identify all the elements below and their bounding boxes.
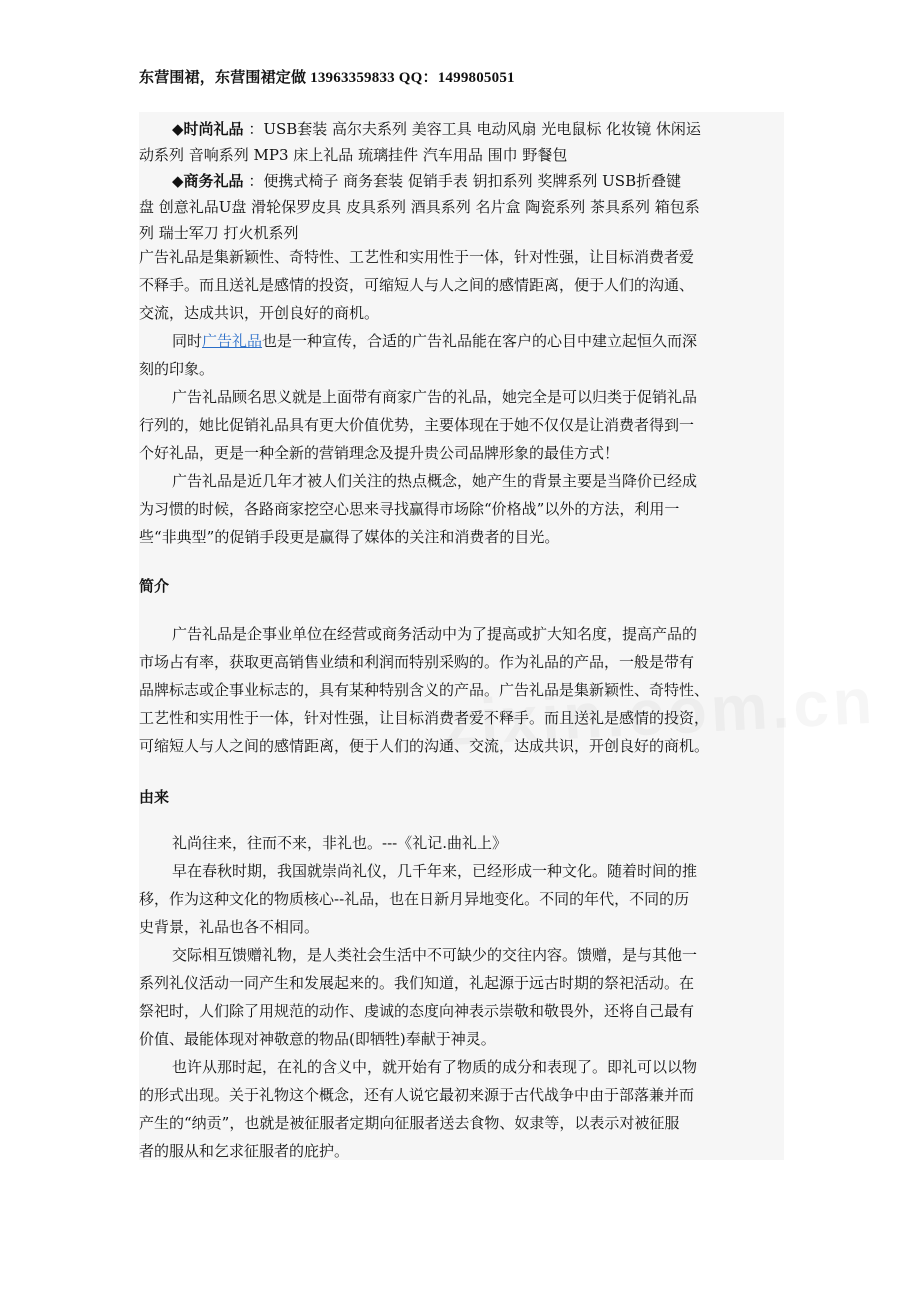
meaning-paragraph: 广告礼品顾名思义就是上面带有商家广告的礼品，她完全是可以归类于促销礼品 行列的，她比促销礼品具有更大价值优势，主要体现在于她不仅仅是让消费者得到一 个好礼品，更是一种全新的营销理念及提升贵公司品牌形象的最佳方式！ (139, 388, 698, 462)
document-body (139, 112, 784, 1160)
section-heading-intro: 简介 (139, 577, 170, 595)
promo-paragraph: 同时广告礼品也是一种宣传，合适的广告礼品能在客户的心目中建立起恒久而深 刻的印象。 (139, 332, 698, 378)
origin-paragraph-1: 早在春秋时期，我国就崇尚礼仪，几千年来，已经形成一种文化。随着时间的推 移，作为这种文化的物质核心--礼品，也在日新月异地变化。不同的年代，不同的历 史背景，礼品也各不相同。 (139, 862, 698, 936)
ad-gift-link[interactable]: 广告礼品 (202, 332, 263, 350)
business-gifts-line-1 (139, 168, 784, 194)
intro-paragraph: 广告礼品是集新颖性、奇特性、工艺性和实用性于一体，针对性强，让目标消费者爱 不释手。而且送礼是感情的投资，可缩短人与人之间的感情距离，便于人们的沟通、 交流，达成共识，开创良好的商机。 (139, 248, 695, 322)
trend-paragraph: 广告礼品是近几年才被人们关注的热点概念，她产生的背景主要是当降价已经成 为习惯的时候，各路商家挖空心思来寻找赢得市场除“价格战”以外的方法，利用一 些“非典型”的促销手段更是赢得了媒体的关注和消费者的目光。 (139, 472, 698, 546)
section-heading-origin: 由来 (139, 788, 170, 806)
section-intro-paragraph: 广告礼品是企事业单位在经营或商务活动中为了提高或扩大知名度，提高产品的 市场占有率，获取更高销售业绩和利润而特别采购的。作为礼品的产品，一般是带有 品牌标志或企事业标志的，具有某种特别含义的产品。广告礼品是集新颖性、奇特性、 工艺性和实用性于一体，针对性强，让目标消费者爱不释手。而且送礼是感情的投资， 可缩短人与人之间的感情距离，便于人们的沟通、交流，达成共识，开创良好的商机。 (139, 625, 710, 755)
business-gifts-items: ：便携式椅子 商务套装 促销手表 钥扣系列 奖牌系列 USB折叠键 (243, 172, 682, 190)
fashion-gifts-line-1 (139, 116, 784, 142)
fashion-gifts-items: ：USB套装 高尔夫系列 美容工具 电动风扇 光电鼠标 化妆镜 休闲运 (243, 120, 701, 138)
business-gifts-label: ◆商务礼品 (172, 172, 244, 190)
origin-paragraph-2: 交际相互馈赠礼物，是人类社会生活中不可缺少的交往内容。馈赠，是与其他一 系列礼仪活动一同产生和发展起来的。我们知道，礼起源于远古时期的祭祀活动。在 祭祀时，人们除了用规范的动作、虔诚的态度向神表示崇敬和敬畏外，还将自己最有 价值、最能体现对神敬意的物品(即牺牲)奉献于神灵。 (139, 946, 698, 1048)
business-gifts-line-3: 列 瑞士军刀 打火机系列 (139, 224, 299, 242)
origin-paragraph-3: 也许从那时起，在礼的含义中，就开始有了物质的成分和表现了。即礼可以以物 的形式出现。关于礼物这个概念，还有人说它最初来源于古代战争中由于部落兼并而 产生的“纳贡”，也就是被征服者定期向征服者送去食物、奴隶等，以表示对被征服 者的服从和乞求征服者的庇护。 (139, 1058, 698, 1160)
fashion-gifts-label: ◆时尚礼品 (172, 120, 244, 138)
origin-quote: 礼尚往来，往而不来，非礼也。---《礼记.曲礼上》 (172, 834, 507, 852)
business-gifts-line-2: 盘 创意礼品U盘 滑轮保罗皮具 皮具系列 酒具系列 名片盒 陶瓷系列 茶具系列 箱包系 (139, 198, 700, 216)
page-header: 东营围裙，东营围裙定做 13963359833 QQ：1499805051 (139, 70, 515, 86)
fashion-gifts-line-2: 动系列 音响系列 MP3 床上礼品 琉璃挂件 汽车用品 围巾 野餐包 (139, 146, 568, 164)
